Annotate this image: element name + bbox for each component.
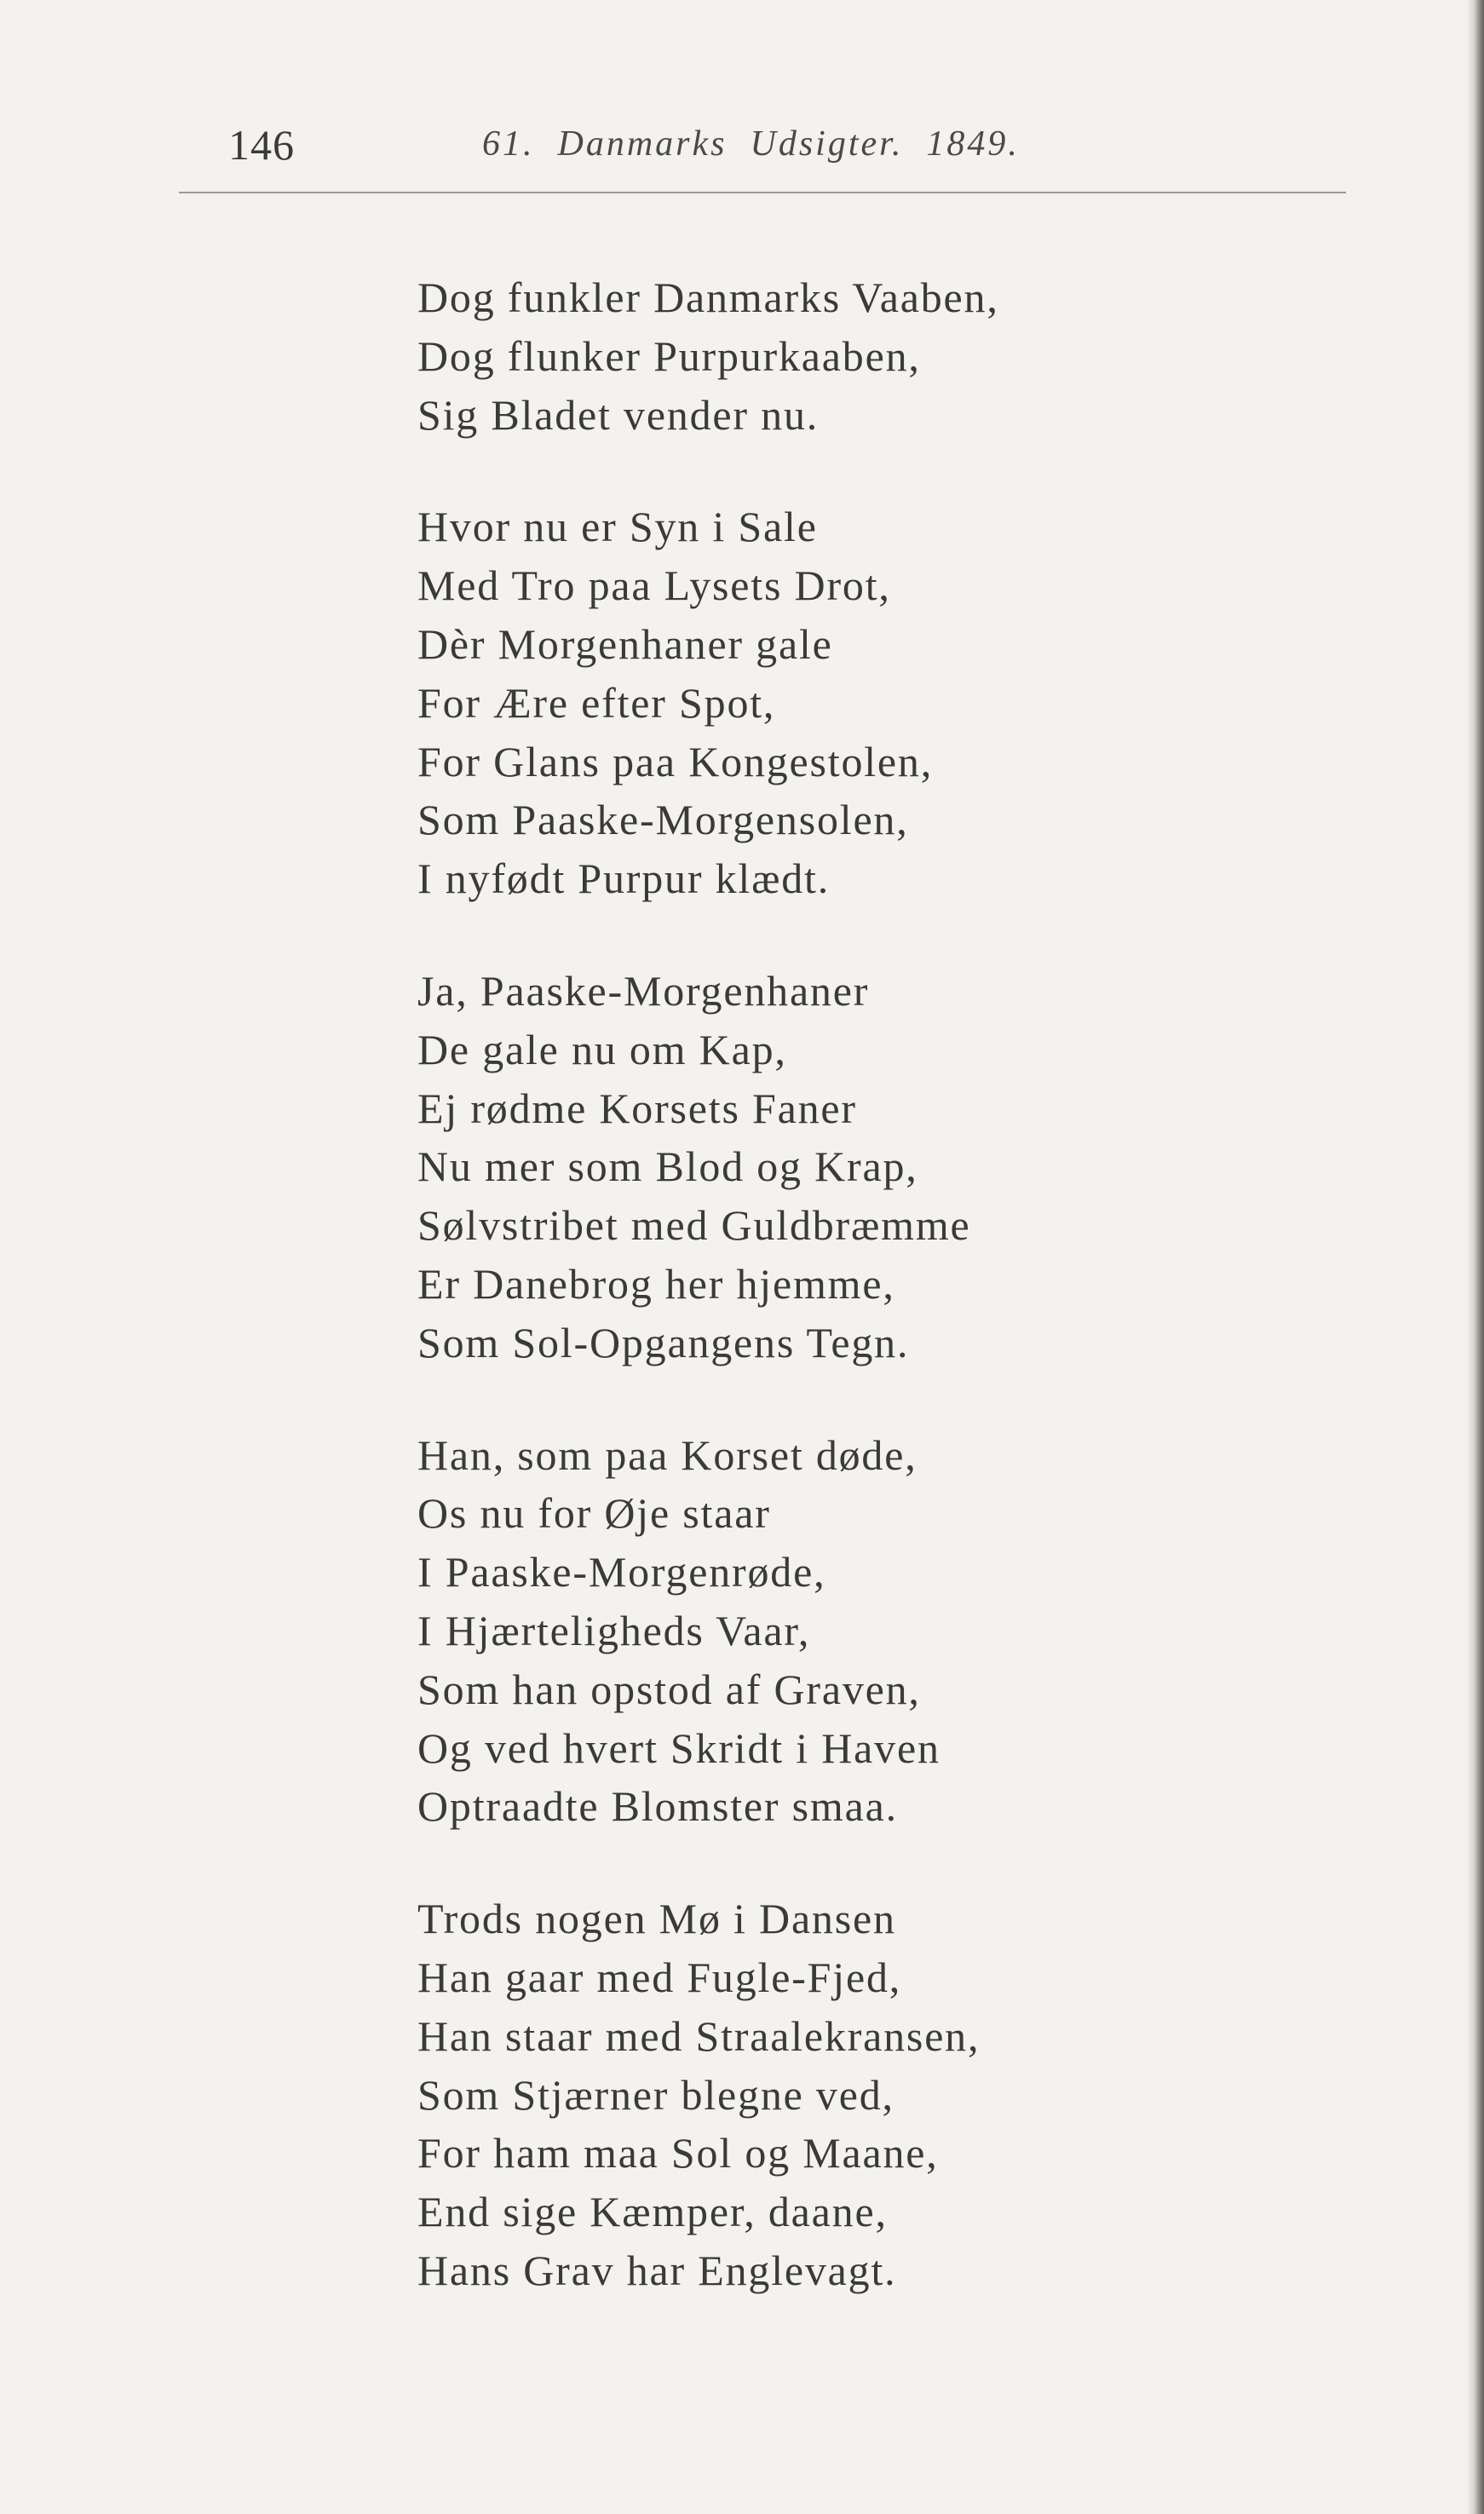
stanza-4 <box>417 1426 1406 1837</box>
verse-line: Som Paaske-Morgensolen, <box>417 796 909 844</box>
verse-line: Nu mer som Blod og Krap, <box>417 1142 918 1191</box>
verse-line: End sige Kæmper, daane, <box>417 2188 888 2236</box>
verse-line: Han gaar med Fugle-Fjed, <box>417 1953 902 2001</box>
stanza-5 <box>417 1890 1406 2300</box>
verse-line: I Hjærteligheds Vaar, <box>417 1606 811 1654</box>
verse-line: Som han opstod af Graven, <box>417 1665 921 1713</box>
verse-line: Han staar med Straalekransen, <box>417 2011 981 2060</box>
verse-line: Dog flunker Purpurkaaben, <box>417 331 921 380</box>
verse-line: Hvor nu er Syn i Sale <box>417 503 818 551</box>
page-number: 146 <box>228 121 295 169</box>
verse-line: Som Sol-Opgangens Tegn. <box>417 1318 910 1366</box>
verse-line: Med Tro paa Lysets Drot, <box>417 561 891 610</box>
poem <box>417 268 1406 2354</box>
stanza-1 <box>417 268 1406 444</box>
page-edge <box>1467 0 1484 2514</box>
header-rule <box>179 192 1346 193</box>
verse-line: Ej rødme Korsets Faner <box>417 1084 857 1132</box>
verse-line: Er Danebrog her hjemme, <box>417 1259 895 1308</box>
verse-line: I nyfødt Purpur klædt. <box>417 854 831 903</box>
verse-line: Dèr Morgenhaner gale <box>417 619 833 668</box>
verse-line: For Ære efter Spot, <box>417 678 776 727</box>
stanza-3 <box>417 962 1406 1372</box>
verse-line: Han, som paa Korset døde, <box>417 1430 917 1479</box>
running-head: 61. Danmarks Udsigter. 1849. <box>482 124 1020 164</box>
verse-line: Os nu for Øje staar <box>417 1489 771 1538</box>
verse-line: Ja, Paaske-Morgenhaner <box>417 966 870 1015</box>
verse-line: Optraadte Blomster smaa. <box>417 1782 898 1831</box>
stanza-2 <box>417 498 1406 908</box>
verse-line: Sølvstribet med Guldbræmme <box>417 1201 971 1250</box>
verse-line: Og ved hvert Skridt i Haven <box>417 1723 940 1772</box>
verse-line: De gale nu om Kap, <box>417 1025 787 1073</box>
verse-line: Som Stjærner blegne ved, <box>417 2070 894 2119</box>
verse-line: I Paaske-Morgenrøde, <box>417 1548 826 1596</box>
verse-line: Sig Bladet vender nu. <box>417 390 820 439</box>
verse-line: For Glans paa Kongestolen, <box>417 737 934 785</box>
verse-line: For ham maa Sol og Maane, <box>417 2129 939 2177</box>
verse-line: Hans Grav har Englevagt. <box>417 2246 897 2294</box>
verse-line: Trods nogen Mø i Dansen <box>417 1895 896 1943</box>
verse-line: Dog funkler Danmarks Vaaben, <box>417 273 999 321</box>
